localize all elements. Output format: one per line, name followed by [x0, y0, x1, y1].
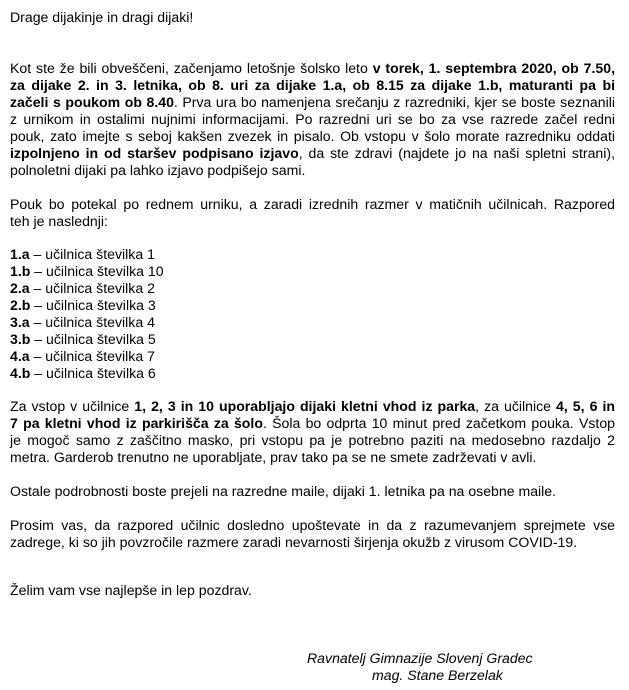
p1-line-7: polnoletni dijaki pa lahko izjavo podpišejo sami. — [10, 162, 306, 178]
p5-line-2: zadrege, ki so jih povzročile razmere zaradi nevarnosti širjenja okužb z virusom COVID-19. — [10, 534, 578, 550]
p3-park-entrance: 1, 2, 3 in 10 uporabljajo dijaki kletni vhod iz parka — [134, 398, 476, 414]
p3-line-3: je mogoč samo z zaščitno masko, pri vstopu pa je potrebno paziti na medosebno razdaljo 2 — [10, 432, 615, 448]
class-label: 3.a — [10, 314, 30, 330]
room-label: – učilnica številka 6 — [30, 365, 156, 381]
room-list-item — [10, 297, 156, 314]
p1-text: . Prva ura bo namenjena srečanju z razredniki, kjer se boste seznanili — [173, 94, 615, 110]
class-label: 4.a — [10, 348, 30, 364]
p1-text: , da ste zdravi (najdete jo na naši spletni strani), — [298, 145, 615, 161]
p1-line-3 — [10, 94, 615, 111]
class-label: 2.a — [10, 280, 30, 296]
room-label: – učilnica številka 5 — [30, 331, 156, 347]
room-label: – učilnica številka 4 — [29, 314, 155, 330]
p3-parking-entrance: 7 pa kletni vhod iz parkirišča za šolo — [10, 415, 263, 431]
class-label: 2.b — [10, 297, 31, 313]
p3-text: Za vstop v učilnice — [10, 398, 135, 414]
closing-line: Želim vam vse najlepše in lep pozdrav. — [10, 582, 252, 598]
p1-start-date: v torek, 1. septembra 2020, ob 7.50, — [372, 60, 615, 76]
room-list-item — [10, 348, 155, 365]
p1-line-4: z urnikom in ostalimi nujnimi informacijami. Po razredni uri se bo za vse razrede začel redni — [10, 111, 615, 127]
p2-line-2: teh je naslednji: — [10, 213, 108, 229]
room-label: – učilnica številka 7 — [29, 348, 155, 364]
p1-line-2 — [10, 77, 615, 94]
room-label: – učilnica številka 2 — [29, 280, 155, 296]
p3-line-1 — [10, 398, 615, 415]
p3-text: . Šola bo odprta 10 minut pred začetkom pouka. Vstop — [262, 415, 615, 431]
p5-line-1: Prosim vas, da razpored učilnic dosledno upoštevate in da z razumevanjem sprejmete vse — [10, 517, 615, 533]
p3-text: , za učilnice — [475, 398, 557, 414]
class-label: 3.b — [10, 331, 31, 347]
class-label: 1.b — [10, 263, 31, 279]
signature-title: Ravnatelj Gimnazije Slovenj Gradec — [307, 650, 533, 666]
room-list-item — [10, 246, 155, 263]
p3-line-4: metra. Garderob trenutno ne uporabljate, prav tako pa se ne smete zadrževati v avli. — [10, 449, 537, 465]
class-label: 1.a — [10, 246, 30, 262]
room-label: – učilnica številka 10 — [30, 263, 164, 279]
room-label: – učilnica številka 3 — [30, 297, 156, 313]
signature-name: mag. Stane Berzelak — [372, 667, 503, 683]
p1-text: Kot ste že bili obveščeni, začenjamo letošnje šolsko leto — [10, 60, 373, 76]
room-list-item — [10, 314, 155, 331]
p1-line-6 — [10, 145, 615, 162]
room-list-item — [10, 331, 156, 348]
p1-line-1 — [10, 60, 615, 77]
p2-line-1: Pouk bo potekal po rednem urniku, a zaradi izrednih razmer v matičnih učilnicah. Razpored — [10, 196, 615, 212]
p3-line-2 — [10, 415, 615, 432]
p1-statement-required: izpolnjeno in od staršev podpisano izjavo — [10, 145, 299, 161]
room-label: – učilnica številka 1 — [29, 246, 155, 262]
class-label: 4.b — [10, 365, 31, 381]
room-list-item — [10, 280, 155, 297]
greeting: Drage dijakinje in dragi dijaki! — [10, 9, 194, 25]
p3-room-numbers: 4, 5, 6 in — [556, 398, 615, 414]
p1-maturanti-time: začeli s poukom ob 8.40 — [10, 94, 174, 110]
p4-line-1: Ostale podrobnosti boste prejeli na razredne maile, dijaki 1. letnika pa na osebne maile. — [10, 483, 557, 499]
room-list-item — [10, 365, 156, 382]
p1-line-5: pouk, zato imejte s seboj kakšen zvezek in pisalo. Ob vstopu v šolo morate razredniku oddati — [10, 128, 615, 144]
room-list-item — [10, 263, 164, 280]
p1-schedule-times: za dijake 2. in 3. letnika, ob 8. uri za dijake 1.a, ob 8.15 za dijake 1.b, maturanti pa bi — [10, 77, 615, 93]
